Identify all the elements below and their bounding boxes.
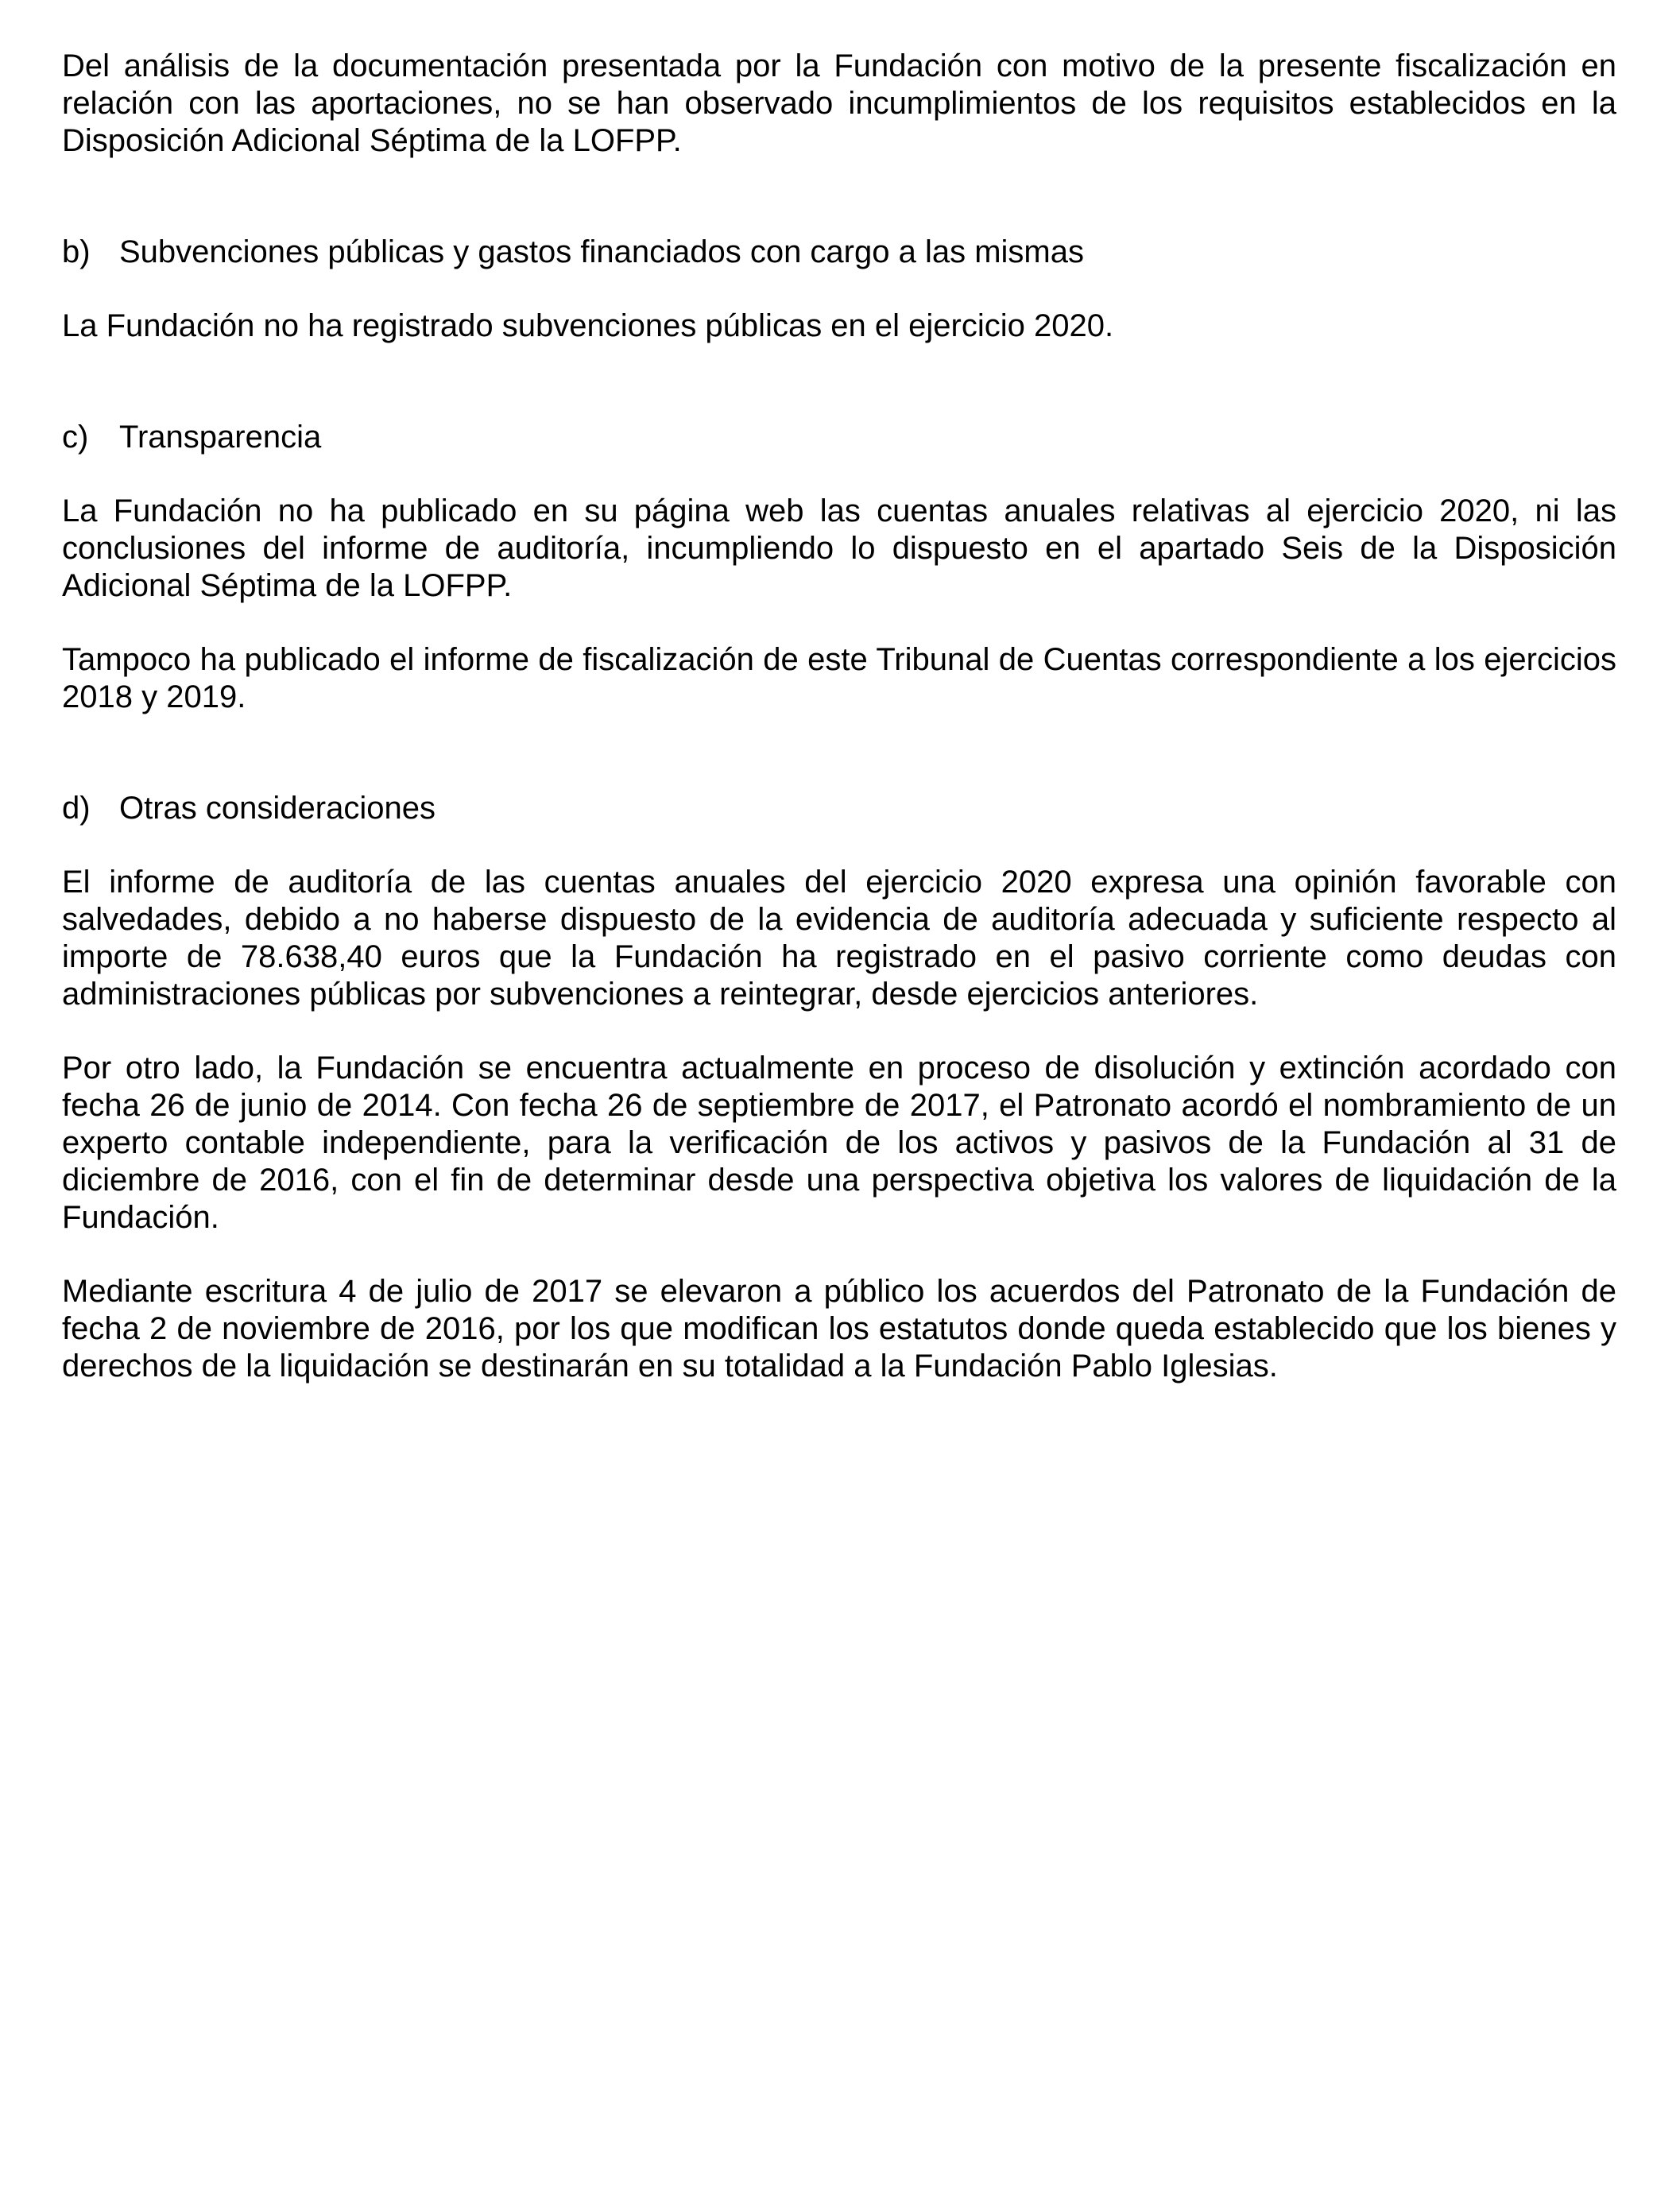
paragraph-spacer	[62, 605, 1616, 641]
intro-paragraph: Del análisis de la documentación presentada por la Fundación con motivo de la presente fiscalización en relación con las aportaciones, no se han observado incumplimientos de los requisitos establecidos en la Disposición Adicional Séptima de la LOFPP.	[62, 48, 1616, 158]
paragraph-spacer	[62, 456, 1616, 493]
section-heading-c	[62, 419, 1616, 456]
section-d-paragraph-3: Mediante escritura 4 de julio de 2017 se elevaron a público los acuerdos del Patronato de la Fundación de fecha 2 de noviembre de 2016, por los que modifican los estatutos donde queda establecido que los bienes y derechos de la liquidación se destinarán en su totalidad a la Fundación Pablo Iglesias.	[62, 1274, 1616, 1384]
section-b-paragraph: La Fundación no ha registrado subvenciones públicas en el ejercicio 2020.	[62, 308, 1114, 343]
section-marker: d)	[62, 791, 91, 826]
paragraph-spacer	[62, 1013, 1616, 1050]
section-spacer	[62, 345, 1616, 419]
paragraph-spacer	[62, 827, 1616, 864]
section-heading-d	[62, 790, 1616, 827]
section-spacer	[62, 160, 1616, 234]
section-c-paragraph-1: La Fundación no ha publicado en su página web las cuentas anuales relativas al ejercicio 2020, ni las conclusiones del informe de auditoría, incumpliendo lo dispuesto en el apartado Seis de la Disposición Adicional Séptima de la LOFPP.	[62, 493, 1616, 603]
paragraph-spacer	[62, 271, 1616, 308]
section-d-paragraph-1: El informe de auditoría de las cuentas anuales del ejercicio 2020 expresa una opinión favorable con salvedades, debido a no haberse dispuesto de la evidencia de auditoría adecuada y suficiente respecto al importe de 78.638,40 euros que la Fundación ha registrado en el pasivo corriente como deudas con administraciones públicas por subvenciones a reintegrar, desde ejercicios anteriores.	[62, 865, 1616, 1012]
paragraph-spacer	[62, 1237, 1616, 1273]
section-marker: c)	[62, 420, 89, 455]
section-title: Transparencia	[119, 420, 322, 455]
section-title: Otras consideraciones	[119, 791, 435, 826]
section-d-paragraph-2: Por otro lado, la Fundación se encuentra actualmente en proceso de disolución y extinción acordado con fecha 26 de junio de 2014. Con fecha 26 de septiembre de 2017, el Patronato acordó el nombramiento de un experto contable independiente, para la verificación de los activos y pasivos de la Fundación al 31 de diciembre de 2016, con el fin de determinar desde una perspectiva objetiva los valores de liquidación de la Fundación.	[62, 1051, 1616, 1235]
section-heading-b	[62, 234, 1616, 271]
section-marker: b)	[62, 234, 91, 269]
section-spacer	[62, 716, 1616, 790]
section-title: Subvenciones públicas y gastos financiados con cargo a las mismas	[119, 234, 1084, 269]
section-c-paragraph-2: Tampoco ha publicado el informe de fiscalización de este Tribunal de Cuentas correspondiente a los ejercicios 2018 y 2019.	[62, 642, 1616, 714]
document-body	[62, 48, 1616, 1385]
